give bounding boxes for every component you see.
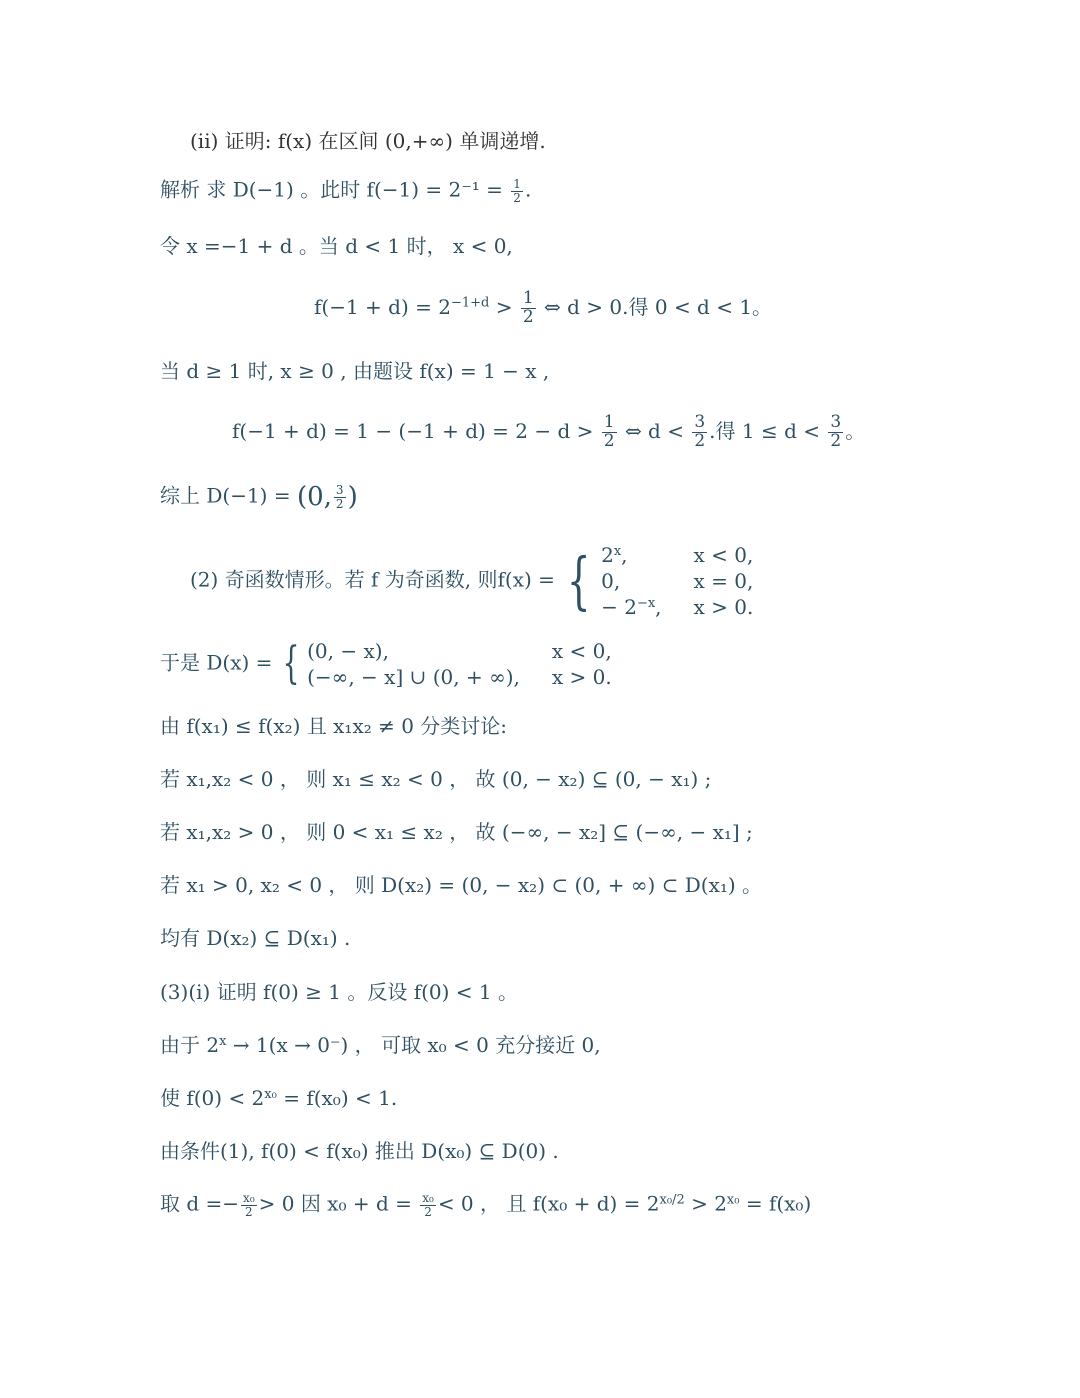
domain-definition (160, 638, 618, 690)
solution-line-11 (160, 1035, 601, 1055)
solution-line-6: 若 x₁,x₂ < 0 ， 则 x₁ ≤ x₂ < 0 ， 故 (0, − x₂) ⊆ (0, − x₁) ; (160, 767, 712, 791)
case-value: (−∞, − x] ∪ (0, + ∞), (307, 665, 520, 689)
solution-line-7: 若 x₁,x₂ > 0 ， 则 0 < x₁ ≤ x₂ ， 故 (−∞, − x₂] ⊆ (−∞, − x₁] ; (160, 820, 753, 844)
text: 取 d =− (160, 1191, 240, 1216)
case-row (601, 542, 759, 568)
text: → 1(x → 0⁻) ， 可取 x₀ < 0 充分接近 0, (226, 1033, 601, 1057)
text: , (621, 543, 628, 567)
piecewise-definition (601, 542, 759, 620)
text: > 0 因 x₀ + d = (258, 1191, 412, 1216)
solution-line-12 (160, 1088, 397, 1108)
case-condition: x > 0. (693, 595, 754, 619)
text: > 2 (684, 1191, 727, 1216)
fraction (692, 414, 707, 451)
text: f(−1 + d) = 1 − (−1 + d) = 2 − d > (232, 418, 594, 443)
solution-line-13: 由条件(1), f(0) < f(x₀) 推出 D(x₀) ⊆ D(0) . (160, 1139, 559, 1163)
text: ⇔ d > 0.得 0 < d < 1。 (544, 294, 773, 319)
text: (0, (296, 482, 332, 513)
numerator: 1 (513, 177, 521, 191)
exponent: −x (636, 595, 656, 611)
numerator: 1 (522, 288, 534, 308)
text: − 2 (601, 595, 637, 619)
denominator: 2 (603, 430, 615, 451)
case-row (601, 594, 759, 620)
text: 。 (845, 418, 866, 443)
numerator: x₀ (422, 1191, 434, 1205)
denominator: 2 (245, 1204, 253, 1219)
exponent: x (219, 1033, 227, 1049)
text: f(−1 + d) = 2 (314, 294, 451, 319)
case-row (601, 568, 759, 594)
fraction (420, 1192, 436, 1218)
fraction (334, 484, 346, 510)
numerator: 1 (603, 412, 615, 432)
case-condition: x < 0, (551, 639, 612, 663)
denominator: 2 (335, 496, 344, 511)
solution-line-10: (3)(i) 证明 f(0) ≥ 1 。反设 f(0) < 1 。 (160, 980, 518, 1004)
fraction (521, 290, 536, 327)
text: , (655, 595, 662, 619)
solution-line-3: 当 d ≥ 1 时, x ≥ 0 , 由题设 f(x) = 1 − x , (160, 359, 550, 383)
text: = f(x₀) < 1. (276, 1086, 398, 1110)
text: 由于 2 (160, 1033, 220, 1057)
numerator: 3 (694, 412, 706, 432)
fraction (241, 1192, 257, 1218)
denominator: 2 (694, 430, 706, 451)
left-brace: { (282, 638, 300, 689)
odd-function-case (190, 542, 759, 620)
solution-line-4 (160, 482, 358, 513)
numerator: x₀ (243, 1191, 255, 1205)
text: 综上 D(−1) = (160, 483, 291, 508)
text: = f(x₀) (739, 1191, 812, 1216)
solution-line-9: 均有 D(x₂) ⊆ D(x₁) . (160, 926, 351, 950)
solution-line-1 (160, 178, 531, 204)
text: < 0 ， 且 f(x₀ + d) = 2 (437, 1191, 660, 1216)
text: 2 (601, 543, 614, 567)
numerator: 3 (335, 483, 344, 497)
denominator: 2 (522, 306, 534, 327)
equation-1 (314, 290, 772, 327)
equation-2 (232, 414, 865, 451)
left-brace: { (567, 544, 591, 617)
exponent: x₀ (264, 1086, 277, 1102)
solution-line-8: 若 x₁ > 0, x₂ < 0 ， 则 D(x₂) = (0, − x₂) ⊂ (0, + ∞) ⊂ D(x₁) 。 (160, 873, 763, 897)
case-row (307, 664, 618, 690)
text: .得 1 ≤ d < (709, 418, 821, 443)
solution-line-5: 由 f(x₁) ≤ f(x₂) 且 x₁x₂ ≠ 0 分类讨论: (160, 714, 508, 738)
case-value (601, 542, 667, 568)
text: 使 f(0) < 2 (160, 1086, 265, 1110)
text: ) (347, 482, 358, 513)
case-value: (0, − x), (307, 639, 389, 663)
exponent: x₀ (726, 1192, 740, 1208)
case-row (307, 638, 618, 664)
exponent: x (613, 543, 622, 559)
denominator: 2 (830, 430, 842, 451)
denominator: 2 (513, 190, 521, 205)
text: 于是 D(x) = (160, 650, 273, 675)
case-value: 0, (601, 569, 621, 593)
heading-part-ii: (ii) 证明: f(x) 在区间 (0,+∞) 单调递增. (190, 129, 546, 153)
text: > (489, 294, 513, 319)
fraction (602, 414, 617, 451)
case-condition: x = 0, (693, 569, 754, 593)
denominator: 2 (424, 1204, 432, 1219)
text: 解析 求 D(−1) 。此时 f(−1) = 2⁻¹ = (160, 177, 503, 202)
exponent: x₀/2 (659, 1192, 685, 1208)
text: (2) 奇函数情形。若 f 为奇函数, 则f(x) = (190, 567, 555, 592)
numerator: 3 (830, 412, 842, 432)
text: . (524, 177, 532, 202)
solution-line-14 (160, 1192, 811, 1218)
text: ⇔ d < (624, 418, 684, 443)
exponent: −1+d (450, 295, 490, 311)
fraction (828, 414, 843, 451)
fraction (511, 178, 523, 204)
case-condition: x > 0. (551, 665, 612, 689)
case-condition: x < 0, (693, 543, 754, 567)
solution-line-2: 令 x =−1 + d 。当 d < 1 时， x < 0, (160, 234, 513, 258)
case-value (601, 594, 667, 620)
piecewise-definition (307, 638, 618, 690)
